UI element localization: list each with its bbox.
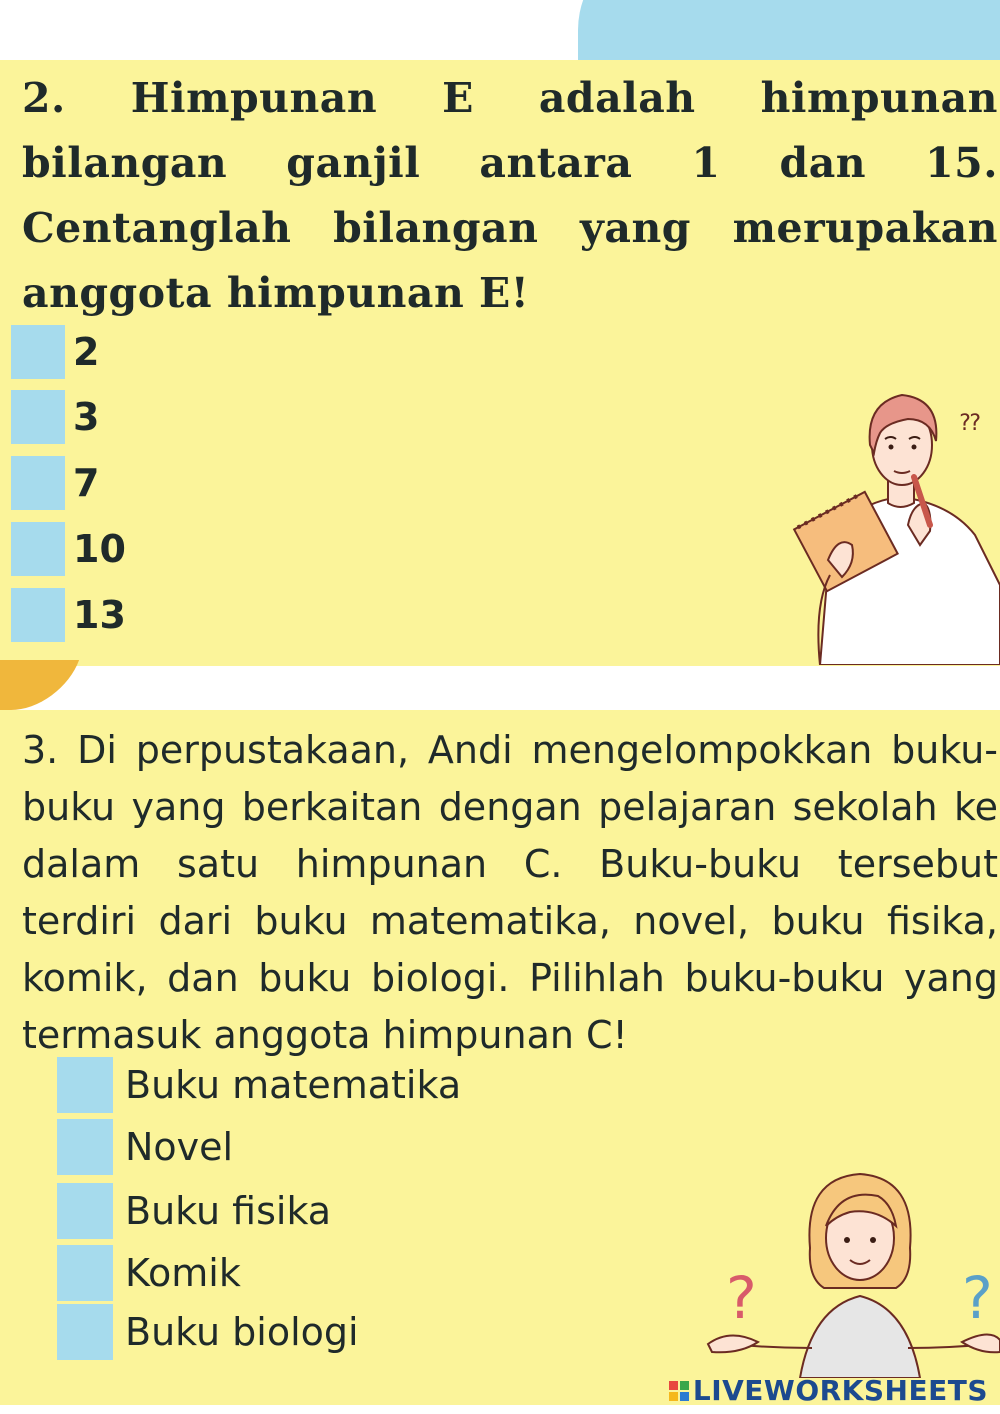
option-label: Komik — [125, 1251, 241, 1295]
question-mark-icon: ? — [962, 1264, 993, 1332]
confused-girl-illustration — [700, 1168, 1000, 1378]
option-label: Buku matematika — [125, 1063, 462, 1107]
checkbox[interactable] — [57, 1183, 113, 1239]
checkbox[interactable] — [57, 1057, 113, 1113]
option-2[interactable] — [11, 325, 99, 379]
option-novel[interactable] — [57, 1119, 233, 1175]
section-divider — [0, 666, 1000, 710]
option-label: 2 — [73, 330, 100, 374]
option-label: 10 — [73, 527, 126, 571]
top-decoration — [578, 0, 1000, 60]
option-label: Buku fisika — [125, 1189, 332, 1233]
question-marks-icon: ⁇ — [960, 411, 981, 436]
option-7[interactable] — [11, 456, 99, 510]
checkbox[interactable] — [11, 456, 65, 510]
brand-text: LIVEWORKSHEETS — [692, 1374, 988, 1407]
thinking-boy-illustration — [790, 385, 1000, 665]
option-komik[interactable] — [57, 1245, 241, 1301]
question-3-text: 3. Di perpustakaan, Andi mengelompokkan buku-buku yang berkaitan dengan pelajaran sekolah ke dalam satu himpunan C. Buku-buku tersebut terdiri dari buku matematika, novel, buku fisika, komik, dan buku biologi. Pilihlah buku-buku yang termasuk anggota himpunan C! — [22, 728, 998, 1057]
option-10[interactable] — [11, 522, 126, 576]
option-label: 7 — [73, 461, 100, 505]
checkbox[interactable] — [11, 325, 65, 379]
checkbox[interactable] — [11, 390, 65, 444]
liveworksheets-logo-icon — [669, 1381, 689, 1401]
liveworksheets-brand — [669, 1374, 988, 1407]
option-label: Novel — [125, 1125, 234, 1169]
option-label: Buku biologi — [125, 1310, 359, 1354]
option-buku-fisika[interactable] — [57, 1183, 331, 1239]
checkbox[interactable] — [57, 1245, 113, 1301]
option-label: 13 — [73, 593, 126, 637]
option-3[interactable] — [11, 390, 99, 444]
question-2-text: 2. Himpunan E adalah himpunan bilangan ganjil antara 1 dan 15. Centanglah bilangan yang merupakan anggota himpunan E! — [22, 74, 998, 317]
checkbox[interactable] — [11, 522, 65, 576]
checkbox[interactable] — [57, 1119, 113, 1175]
question-mark-icon: ? — [726, 1264, 757, 1332]
checkbox[interactable] — [57, 1304, 113, 1360]
option-13[interactable] — [11, 588, 126, 642]
checkbox[interactable] — [11, 588, 65, 642]
option-buku-biologi[interactable] — [57, 1304, 359, 1360]
option-buku-matematika[interactable] — [57, 1057, 461, 1113]
option-label: 3 — [73, 395, 100, 439]
